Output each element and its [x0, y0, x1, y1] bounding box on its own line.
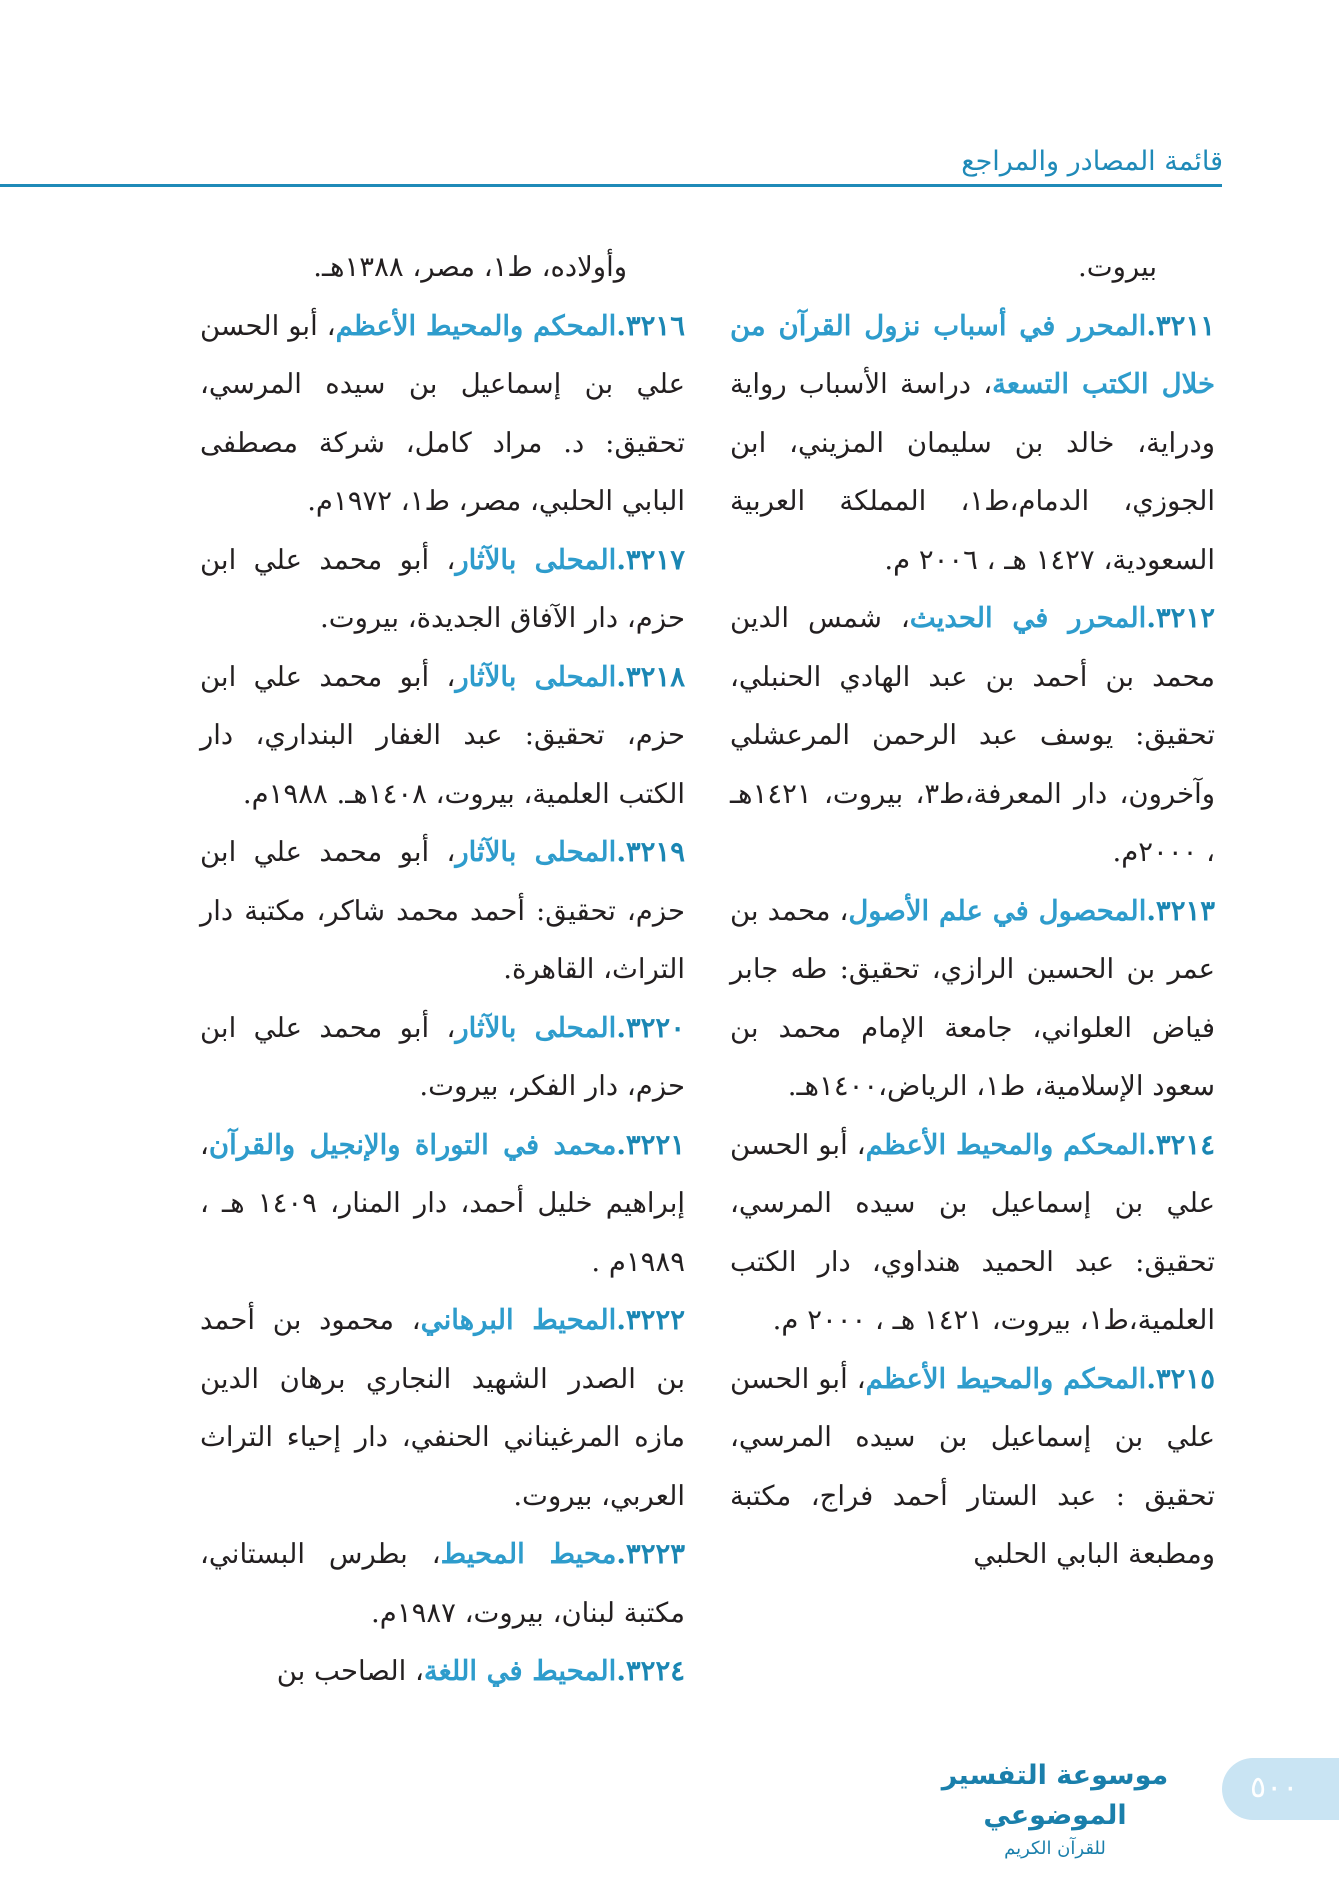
entry-title: المحلى بالآثار [455, 836, 617, 868]
entry-title: المحكم والمحيط الأعظم [335, 309, 617, 342]
continuation-text: بيروت. [1077, 251, 1157, 283]
entry-number: ٣٢١٢. [1146, 602, 1215, 634]
entry-number: ٣٢٢٤. [616, 1655, 685, 1687]
entry-number: ٣٢١٩. [616, 836, 685, 868]
entry-title: المحيط البرهاني [420, 1304, 617, 1336]
entry-title: المحرر في الحديث [909, 602, 1147, 634]
bibliography-entry [200, 648, 685, 824]
entry-title: المحلى بالآثار [455, 1011, 617, 1044]
entry-number: ٣٢١٥. [1146, 1362, 1215, 1395]
entry-title: المحكم والمحيط الأعظم [865, 1362, 1147, 1395]
entry-title: محيط المحيط [440, 1538, 617, 1570]
bibliography-entry [730, 1116, 1215, 1350]
logo-subtitle: للقرآن الكريم [1004, 1838, 1106, 1859]
bibliography-entry [730, 1350, 1215, 1584]
entry-details: ، شمس الدين محمد بن أحمد بن عبد الهادي الحنبلي، تحقيق: يوسف عبد الرحمن المرعشلي وآخرون، دار المعرفة،ط٣، بيروت، ١٤٢١هـ ، ٢٠٠٠م. [730, 602, 1215, 868]
entry-title: محمد في التوراة والإنجيل والقرآن [208, 1128, 617, 1161]
entry-title: المحكم والمحيط الأعظم [865, 1128, 1147, 1161]
page-footer [0, 1740, 1339, 1890]
running-header-title: قائمة المصادر والمراجع [961, 146, 1223, 177]
entry-details: ، أبو محمد علي ابن حزم، تحقيق: عبد الغفار البنداري، دار الكتب العلمية، بيروت، ١٤٠٨هـ. ١٩٨٨م. [200, 660, 685, 810]
entry-title: المحيط في اللغة [423, 1655, 617, 1687]
entry-details: ، محمود بن أحمد بن الصدر الشهيد النجاري برهان الدين مازه المرغيناني الحنفي، دار إحياء التراث العربي، بيروت. [200, 1304, 685, 1512]
entry-details: ، أبو الحسن علي بن إسماعيل بن سيده المرسي، تحقيق : عبد الستار أحمد فراج، مكتبة ومطبعة البابي الحلبي [730, 1362, 1215, 1570]
entry-number: ٣٢١١. [1146, 309, 1215, 342]
entry-number: ٣٢٢٢. [616, 1304, 685, 1336]
entry-number: ٣٢١٣. [1146, 894, 1216, 927]
bibliography-entry [200, 531, 685, 648]
entry-details: ، الصاحب بن [276, 1655, 424, 1687]
bibliography-entry [200, 1291, 685, 1525]
bibliography-entry [730, 589, 1215, 882]
entry-number: ٣٢١٨. [616, 660, 685, 693]
entry-number: ٣٢٢١. [616, 1128, 685, 1161]
page-header [0, 0, 1339, 190]
entry-details: ، أبو الحسن علي بن إسماعيل بن سيده المرسي، تحقيق: د. مراد كامل، شركة مصطفى البابي الحلبي، مصر، ط١، ١٩٧٢م. [200, 309, 685, 517]
bibliography-entry [730, 297, 1215, 590]
entry-title: المحلى بالآثار [455, 660, 617, 693]
continuation-text: وأولاده، ط١، مصر، ١٣٨٨هـ. [313, 251, 627, 283]
bibliography-entry [200, 297, 685, 531]
entry-number: ٣٢٢٠. [616, 1011, 685, 1044]
entry-details: ، دراسة الأسباب رواية ودراية، خالد بن سليمان المزيني، ابن الجوزي، الدمام،ط١، المملكة العربية السعودية، ١٤٢٧ هـ ، ٢٠٠٦ م. [730, 368, 1215, 576]
entry-details: ، بطرس البستاني، مكتبة لبنان، بيروت، ١٩٨٧م. [200, 1538, 685, 1629]
left-column [200, 238, 685, 1701]
page-number: ٥٠٠ [1250, 1770, 1299, 1805]
entry-details: ، محمد بن عمر بن الحسين الرازي، تحقيق: طه جابر فياض العلواني، جامعة الإمام محمد بن سعود الإسلامية، ط١، الرياض،١٤٠٠هـ. [730, 894, 1215, 1102]
bibliography-entry [730, 882, 1215, 1116]
entry-title: المحصول في علم الأصول [848, 894, 1147, 927]
entry-details: ، أبو الحسن علي بن إسماعيل بن سيده المرسي، تحقيق: عبد الحميد هنداوي، دار الكتب العلمية،ط١، بيروت، ١٤٢١ هـ ، ٢٠٠٠ م. [730, 1128, 1215, 1336]
entry-details: ، أبو محمد علي ابن حزم، تحقيق: أحمد محمد شاكر، مكتبة دار التراث، القاهرة. [200, 836, 685, 985]
bibliography-entry [200, 1642, 685, 1701]
entry-number: ٣٢١٤. [1146, 1128, 1215, 1161]
bibliography-entry [200, 1525, 685, 1642]
entry-details: ، إبراهيم خليل أحمد، دار المنار، ١٤٠٩ هـ ، ١٩٨٩م . [200, 1128, 685, 1278]
encyclopedia-logo [930, 1756, 1180, 1859]
entry-number: ٣٢١٧. [616, 543, 685, 576]
right-column [730, 238, 1215, 1584]
bibliography-entry [200, 823, 685, 999]
page-number-badge [1222, 1758, 1339, 1820]
entry-title: المحلى بالآثار [455, 543, 617, 576]
entry-details: ، أبو محمد علي ابن حزم، دار الآفاق الجديدة، بيروت. [200, 543, 685, 634]
bibliography-entry [200, 999, 685, 1116]
entry-number: ٣٢١٦. [616, 309, 685, 342]
header-rule [0, 184, 1222, 187]
bibliography-entry [200, 1116, 685, 1292]
entry-number: ٣٢٢٣. [616, 1538, 686, 1570]
entry-title: المحرر في أسباب نزول القرآن من خلال الكتب التسعة [730, 309, 1215, 400]
entry-details: ، أبو محمد علي ابن حزم، دار الفكر، بيروت. [200, 1011, 685, 1102]
logo-title: موسوعة التفسير الموضوعي [941, 1760, 1169, 1831]
